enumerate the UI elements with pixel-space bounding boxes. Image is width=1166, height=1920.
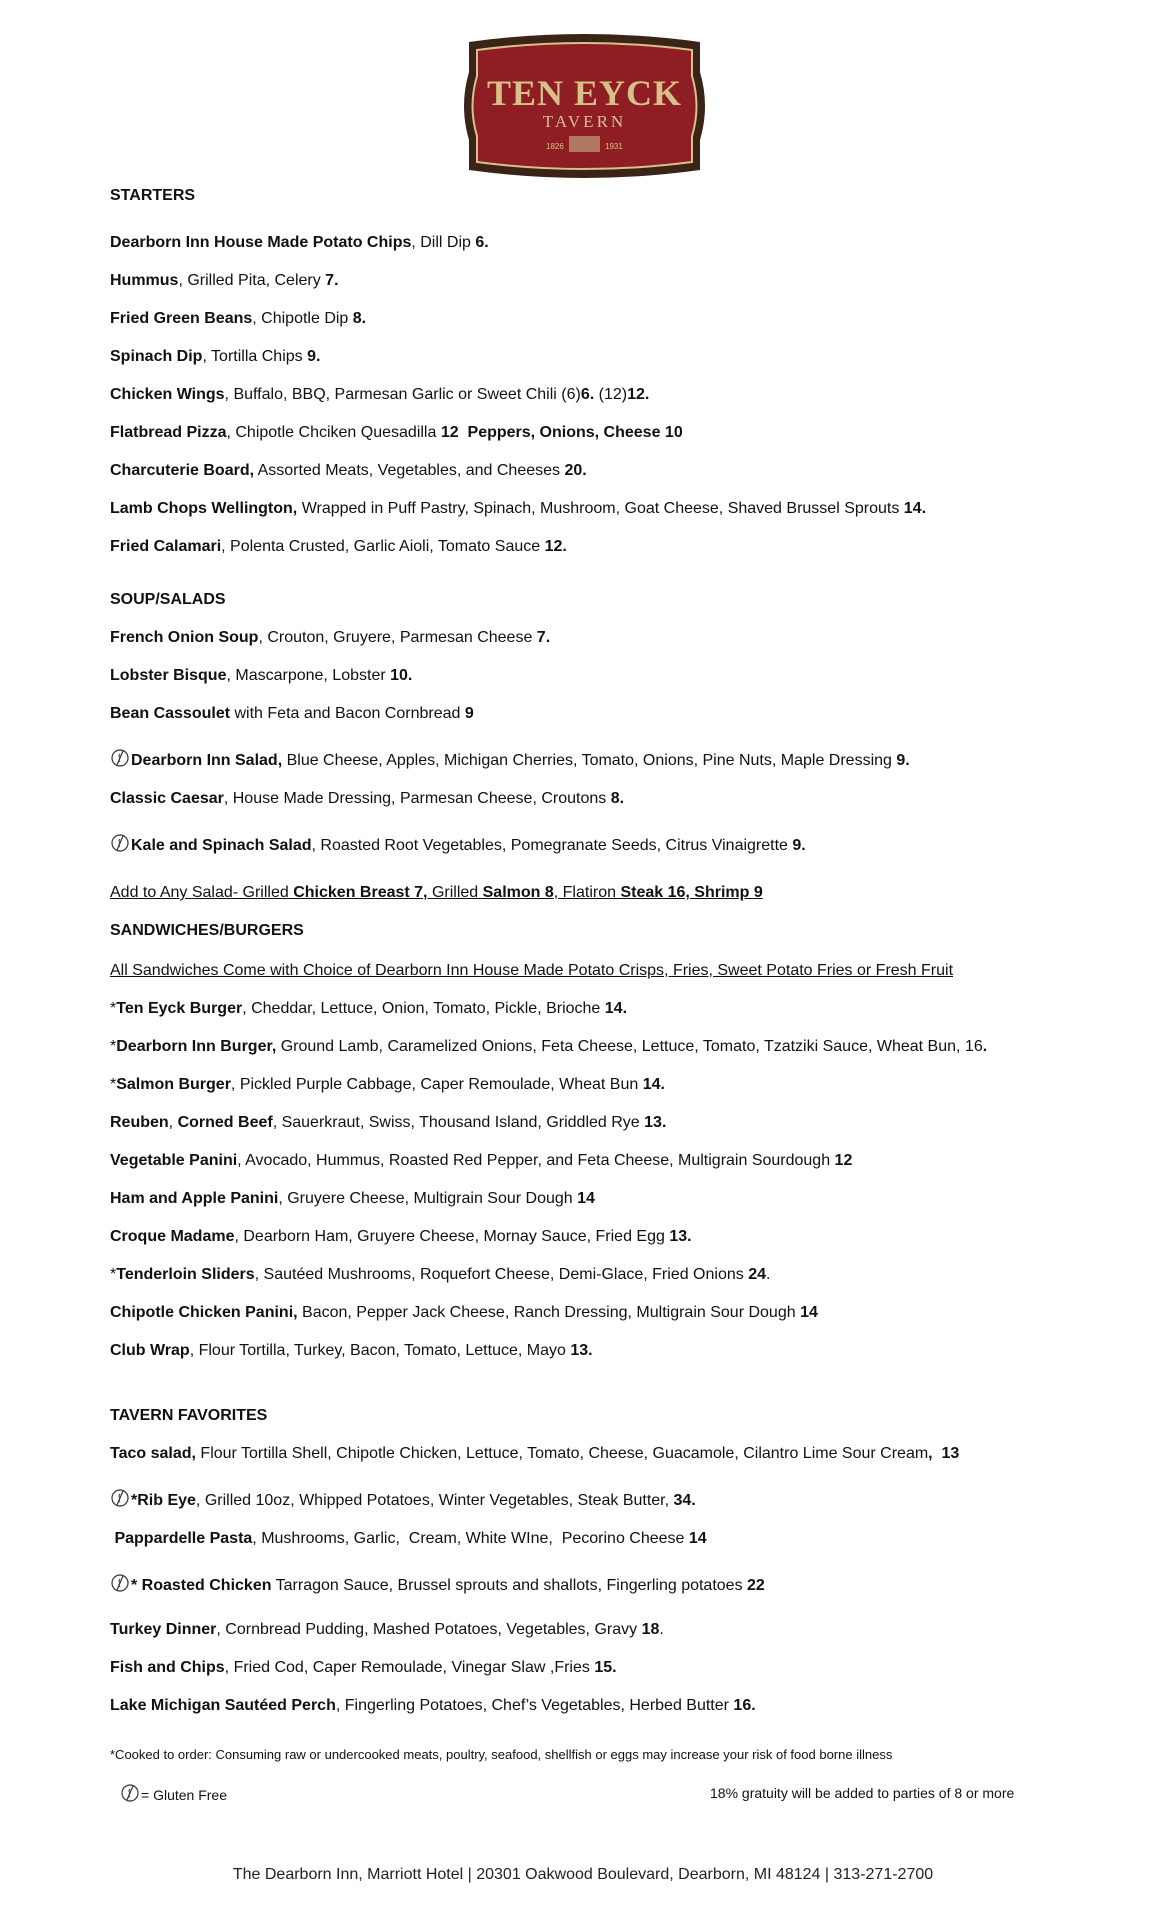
- menu-item: Dearborn Inn House Made Potato Chips, Dill Dip 6.: [110, 234, 489, 251]
- menu-item: * Roasted Chicken Tarragon Sauce, Brussel sprouts and shallots, Fingerling potatoes 22: [110, 1573, 1070, 1596]
- menu-item: Reuben, Corned Beef, Sauerkraut, Swiss, Thousand Island, Griddled Rye 13.: [110, 1114, 667, 1131]
- logo-year-left: 1826: [546, 142, 564, 151]
- menu-item: Chicken Wings, Buffalo, BBQ, Parmesan Garlic or Sweet Chili (6)6. (12)12.: [110, 386, 650, 403]
- menu-item: French Onion Soup, Crouton, Gruyere, Parmesan Cheese 7.: [110, 629, 551, 646]
- menu-body: [110, 186, 1070, 1807]
- legend-row: [110, 1783, 1070, 1807]
- section-heading-tavern-favorites: TAVERN FAVORITES: [110, 1407, 268, 1424]
- menu-item: Turkey Dinner, Cornbread Pudding, Mashed Potatoes, Vegetables, Gravy 18.: [110, 1621, 664, 1638]
- menu-item: Spinach Dip, Tortilla Chips 9.: [110, 348, 321, 365]
- menu-item: Fried Green Beans, Chipotle Dip 8.: [110, 310, 367, 327]
- menu-item: Fried Calamari, Polenta Crusted, Garlic Aioli, Tomato Sauce 12.: [110, 538, 567, 555]
- menu-item: *Dearborn Inn Burger, Ground Lamb, Caramelized Onions, Feta Cheese, Lettuce, Tomato, Tzatziki Sauce, Wheat Bun, 16.: [110, 1038, 988, 1055]
- logo-year-right: 1931: [605, 142, 623, 151]
- section-heading-sandwiches: SANDWICHES/BURGERS: [110, 922, 304, 939]
- menu-item: Club Wrap, Flour Tortilla, Turkey, Bacon, Tomato, Lettuce, Mayo 13.: [110, 1342, 593, 1359]
- menu-item: Vegetable Panini, Avocado, Hummus, Roasted Red Pepper, and Feta Cheese, Multigrain Sourdough 12: [110, 1152, 853, 1169]
- menu-item: Classic Caesar, House Made Dressing, Parmesan Cheese, Croutons 8.: [110, 790, 625, 807]
- menu-item: Hummus, Grilled Pita, Celery 7.: [110, 272, 339, 289]
- section-heading-soup-salads: SOUP/SALADS: [110, 591, 226, 608]
- menu-item: Flatbread Pizza, Chipotle Chciken Quesadilla 12 Peppers, Onions, Cheese 10: [110, 424, 683, 441]
- menu-item: Pappardelle Pasta, Mushrooms, Garlic, Cream, White WIne, Pecorino Cheese 14: [110, 1530, 707, 1547]
- menu-item: Lake Michigan Sautéed Perch, Fingerling Potatoes, Chef’s Vegetables, Herbed Butter 16.: [110, 1697, 756, 1714]
- menu-item: Ham and Apple Panini, Gruyere Cheese, Multigrain Sour Dough 14: [110, 1190, 595, 1207]
- menu-item: Kale and Spinach Salad, Roasted Root Vegetables, Pomegranate Seeds, Citrus Vinaigrette 9.: [110, 833, 1070, 856]
- menu-item: Dearborn Inn Salad, Blue Cheese, Apples, Michigan Cherries, Tomato, Onions, Pine Nuts, Maple Dressing 9.: [110, 748, 1070, 771]
- gluten-free-icon: [120, 1783, 140, 1803]
- menu-item: *Tenderloin Sliders, Sautéed Mushrooms, Roquefort Cheese, Demi-Glace, Fried Onions 24.: [110, 1266, 771, 1283]
- menu-item: *Ten Eyck Burger, Cheddar, Lettuce, Onion, Tomato, Pickle, Brioche 14.: [110, 1000, 628, 1017]
- cooked-to-order-note: *Cooked to order: Consuming raw or undercooked meats, poultry, seafood, shellfish or eggs may increase your risk of food borne illness: [110, 1747, 893, 1762]
- gluten-free-icon: [110, 748, 130, 768]
- gluten-free-icon: [110, 1573, 130, 1593]
- menu-item: Lobster Bisque, Mascarpone, Lobster 10.: [110, 667, 413, 684]
- sandwich-sides-note: All Sandwiches Come with Choice of Dearborn Inn House Made Potato Crisps, Fries, Sweet Potato Fries or Fresh Fruit: [110, 962, 954, 979]
- menu-item: *Rib Eye, Grilled 10oz, Whipped Potatoes, Winter Vegetables, Steak Butter, 34.: [110, 1488, 1070, 1511]
- gluten-free-icon: [110, 833, 130, 853]
- footer-address: The Dearborn Inn, Marriott Hotel | 20301 Oakwood Boulevard, Dearborn, MI 48124 | 313-271-2700: [232, 1866, 934, 1883]
- menu-item: Chipotle Chicken Panini, Bacon, Pepper Jack Cheese, Ranch Dressing, Multigrain Sour Dough 14: [110, 1304, 818, 1321]
- gluten-free-legend: [120, 1783, 227, 1805]
- ten-eyck-logo: [459, 32, 710, 180]
- menu-item: Lamb Chops Wellington, Wrapped in Puff Pastry, Spinach, Mushroom, Goat Cheese, Shaved Brussel Sprouts 14.: [110, 500, 927, 517]
- section-heading-starters: STARTERS: [110, 187, 196, 204]
- salad-addon-note: Add to Any Salad- Grilled Chicken Breast 7, Grilled Salmon 8, Flatiron Steak 16, Shrimp 9: [110, 884, 763, 901]
- gratuity-note: 18% gratuity will be added to parties of 8 or more: [710, 1785, 1015, 1801]
- gluten-free-label: = Gluten Free: [141, 1787, 227, 1803]
- menu-item: Taco salad, Flour Tortilla Shell, Chipotle Chicken, Lettuce, Tomato, Cheese, Guacamole, Cilantro Lime Sour Cream, 13: [110, 1445, 960, 1462]
- logo-subtitle: TAVERN: [542, 112, 627, 131]
- gluten-free-icon: [110, 1488, 130, 1508]
- menu-item: Bean Cassoulet with Feta and Bacon Cornbread 9: [110, 705, 474, 722]
- menu-item: Croque Madame, Dearborn Ham, Gruyere Cheese, Mornay Sauce, Fried Egg 13.: [110, 1228, 692, 1245]
- menu-item: Charcuterie Board, Assorted Meats, Vegetables, and Cheeses 20.: [110, 462, 587, 479]
- menu-item: Fish and Chips, Fried Cod, Caper Remoulade, Vinegar Slaw ,Fries 15.: [110, 1659, 617, 1676]
- menu-item: *Salmon Burger, Pickled Purple Cabbage, Caper Remoulade, Wheat Bun 14.: [110, 1076, 665, 1093]
- logo-title: TEN EYCK: [486, 73, 683, 113]
